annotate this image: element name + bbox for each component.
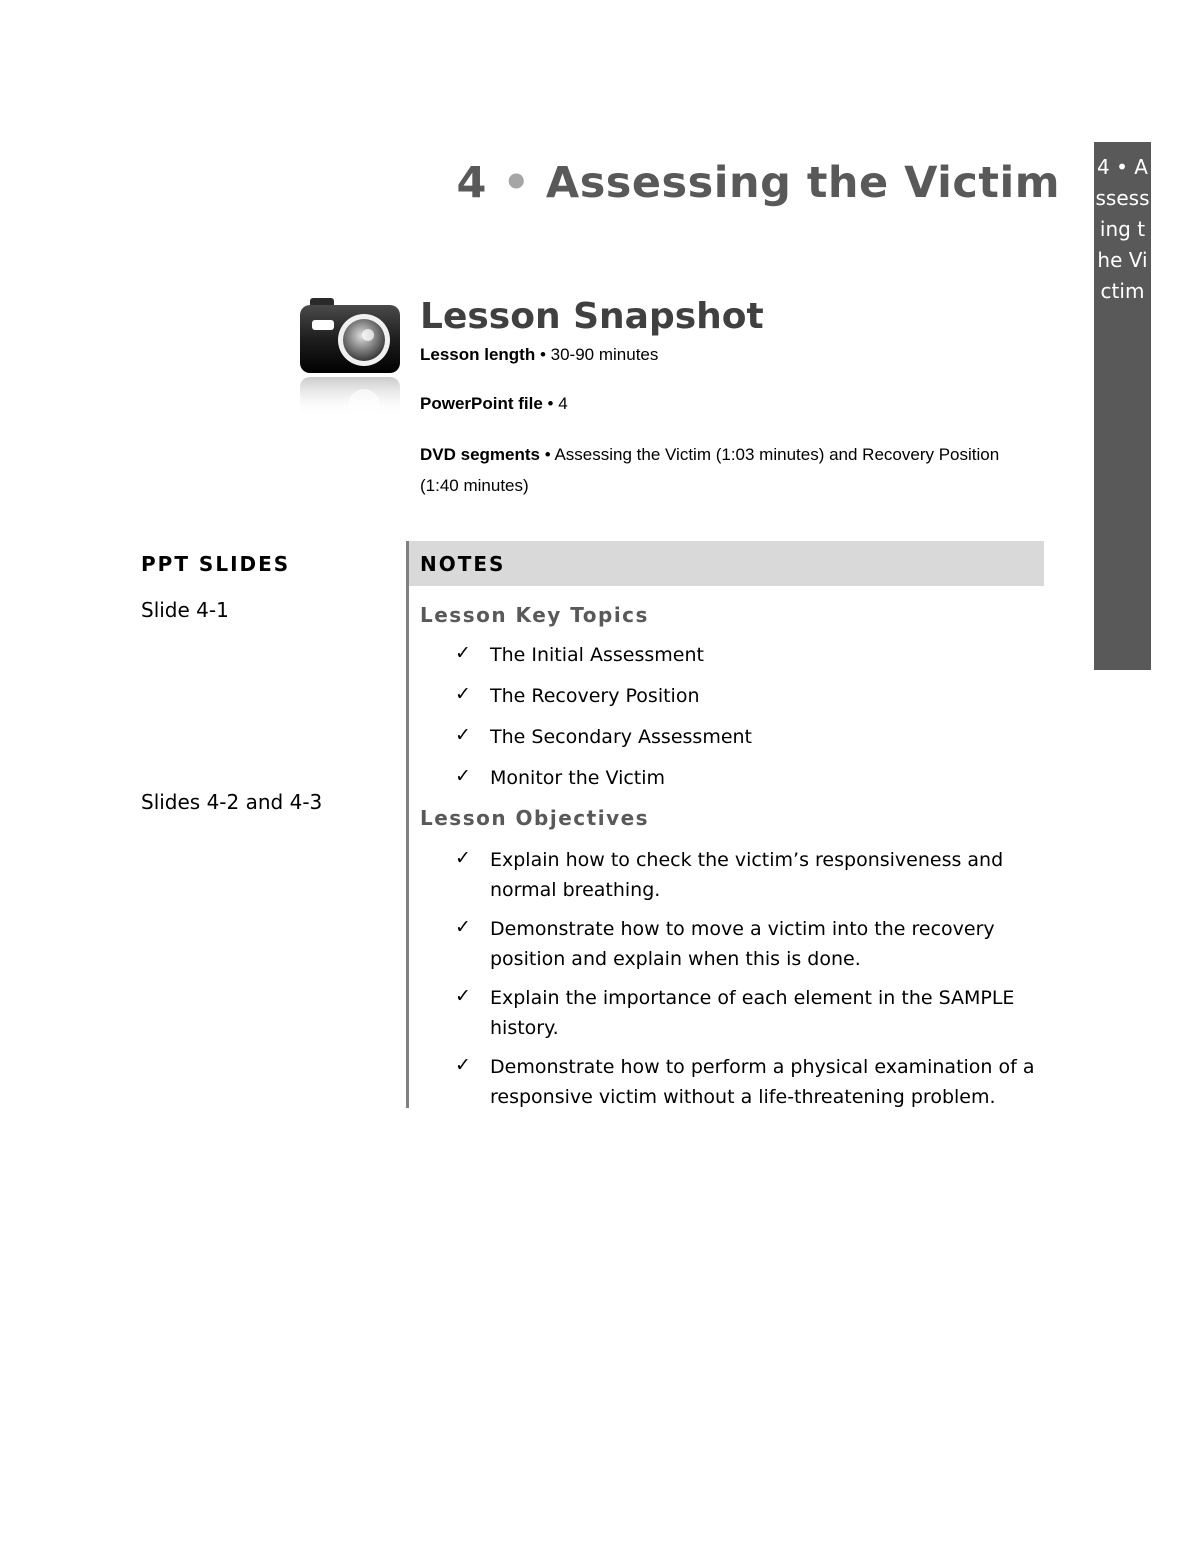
notes-divider (406, 541, 409, 1108)
notes-heading: NOTES (409, 541, 1044, 586)
dvd-segments-label: DVD segments (420, 445, 540, 464)
slide-label: Slide 4-1 (141, 598, 229, 622)
camera-icon (298, 295, 402, 420)
check-icon: ✓ (455, 642, 471, 664)
powerpoint-file-value: • 4 (547, 394, 568, 413)
snapshot-title: Lesson Snapshot (420, 296, 764, 337)
ppt-slides-heading: PPT SLIDES (141, 552, 291, 576)
chapter-number: 4 (456, 158, 487, 208)
list-item-text: The Secondary Assessment (490, 726, 753, 748)
check-icon: ✓ (455, 765, 471, 787)
list-item (455, 845, 1035, 905)
check-icon: ✓ (455, 1054, 471, 1076)
lesson-length (420, 339, 658, 370)
dvd-segments (420, 439, 1030, 501)
lesson-length-label: Lesson length (420, 345, 536, 364)
list-item-text: Monitor the Victim (490, 767, 666, 789)
list-item (455, 681, 1035, 711)
list-item (455, 1052, 1035, 1112)
check-icon: ✓ (455, 724, 471, 746)
chapter-title (457, 158, 1060, 208)
list-item-text: Demonstrate how to move a victim into the recovery position and explain when this is done. (490, 918, 995, 970)
title-bullet: • (502, 158, 531, 208)
dvd-segments-value: • Assessing the Victim (1:03 minutes) and Recovery Position (1:40 minutes) (420, 445, 1000, 495)
lesson-length-value: • 30-90 minutes (539, 345, 659, 364)
check-icon: ✓ (455, 916, 471, 938)
check-icon: ✓ (455, 847, 471, 869)
list-item (455, 763, 1035, 793)
powerpoint-file-label: PowerPoint file (420, 394, 543, 413)
list-item-text: Explain how to check the victim’s responsiveness and normal breathing. (490, 849, 1004, 901)
list-item (455, 722, 1035, 752)
check-icon: ✓ (455, 683, 471, 705)
objectives-heading: Lesson Objectives (420, 806, 650, 830)
list-item-text: Demonstrate how to perform a physical examination of a responsive victim without a life-threatening problem. (490, 1056, 1035, 1108)
list-item (455, 914, 1035, 974)
key-topics-heading: Lesson Key Topics (420, 603, 649, 627)
list-item (455, 983, 1035, 1043)
list-item (455, 640, 1035, 670)
chapter-name: Assessing the Victim (545, 158, 1060, 208)
slide-label: Slides 4-2 and 4-3 (141, 790, 323, 814)
list-item-text: Explain the importance of each element in the SAMPLE history. (490, 987, 1015, 1039)
chapter-side-tab: 4 • Assessing the Victim (1094, 142, 1151, 670)
list-item-text: The Recovery Position (490, 685, 700, 707)
powerpoint-file (420, 388, 568, 419)
check-icon: ✓ (455, 985, 471, 1007)
list-item-text: The Initial Assessment (490, 644, 704, 666)
